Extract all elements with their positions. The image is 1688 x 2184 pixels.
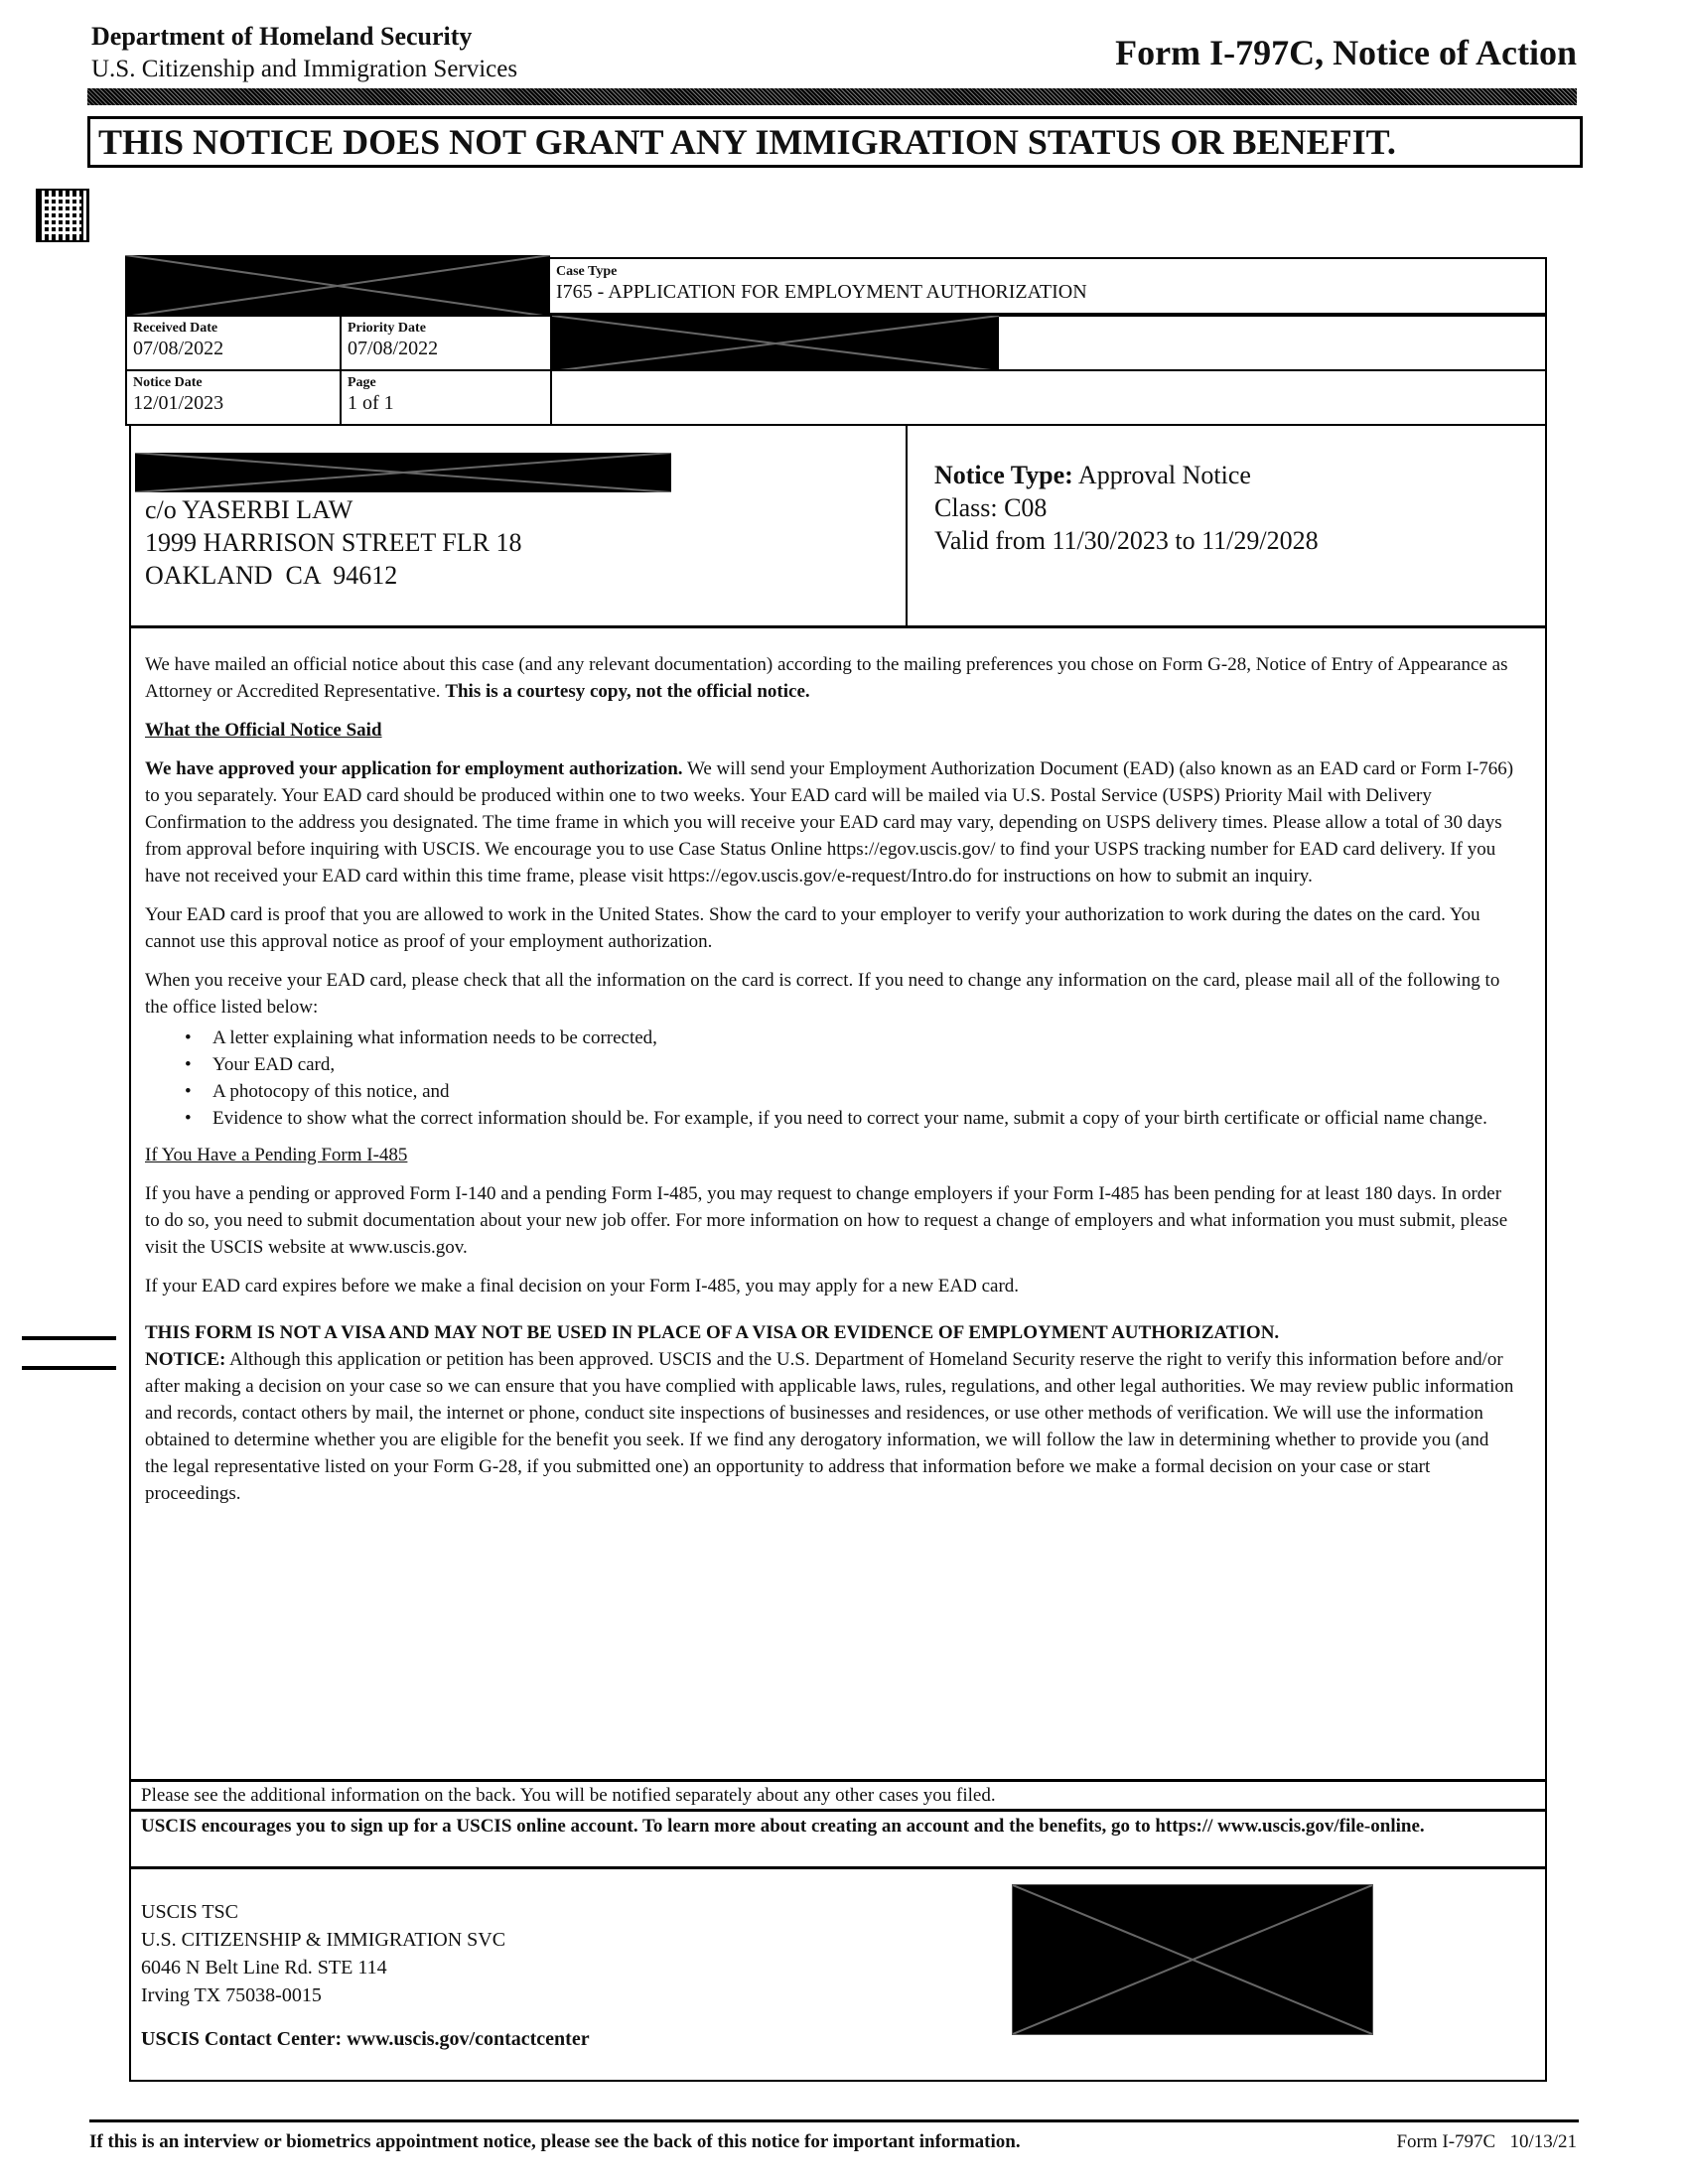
proof-paragraph: Your EAD card is proof that you are allowed to work in the United States. Show the card to your employer to verify your authorization to work during the dates on the card. You cannot use this approval notice as proof of your employment authorization. — [145, 904, 1480, 952]
address-line-1: c/o YASERBI LAW — [145, 495, 353, 524]
form-id: Form I-797C — [1396, 2131, 1496, 2152]
notice-summary — [934, 459, 1319, 557]
office-line-1: USCIS TSC — [141, 1901, 239, 1923]
2d-barcode-icon — [36, 189, 89, 242]
received-date-cell — [125, 315, 342, 371]
additional-info-top-rule — [129, 1779, 1547, 1782]
blank-cell — [550, 369, 1547, 426]
i485-paragraph: If you have a pending or approved Form I-140 and a pending Form I-485, you may request to change employers if your Form I-485 has been pending for at least 180 days. In order to do so, you need to submit documentation about your new job offer. For more information on how to request a change of employers and what information you must submit, please visit the USCIS website at www.uscis.gov. — [145, 1183, 1508, 1258]
received-date-value: 07/08/2022 — [133, 338, 224, 359]
form-edition — [1396, 2130, 1577, 2154]
status-warning-banner: THIS NOTICE DOES NOT GRANT ANY IMMIGRATION STATUS OR BENEFIT. — [87, 116, 1583, 168]
office-line-3: 6046 N Belt Line Rd. STE 114 — [141, 1957, 387, 1979]
redacted-receipt-number — [125, 255, 550, 317]
section-heading-official-notice: What the Official Notice Said — [145, 720, 382, 741]
redacted-barcode — [1012, 1884, 1373, 2035]
verification-notice: NOTICE: Although this application or petition has been approved. USCIS and the U.S. Department of Homeland Security reserve the right to verify this information before and/or after making a decision on your case so we can ensure that you have complied with applicable laws, rules, regulations, and other legal authorities. We may review public information and records, contact others by mail, the internet or phone, conduct site inspections of businesses and residences, or use other methods of verification. We will use the information obtained to determine whether you are eligible for the benefit you seek. If we find any derogatory information, we will follow the law in determining whether to provide you (and the legal representative listed on your Form G-28, if you submitted one) an opportunity to address that information before we make a formal decision on your case or start proceedings. — [145, 1349, 1514, 1504]
notice-type — [934, 459, 1319, 491]
expiry-paragraph: If your EAD card expires before we make a final decision on your Form I-485, you may apply for a new EAD card. — [145, 1276, 1020, 1297]
agency-name: U.S. Citizenship and Immigration Services — [91, 56, 518, 82]
additional-info-text: Please see the additional information on the back. You will be notified separately about any other cases you filed. — [141, 1785, 996, 1806]
redacted-beneficiary — [552, 316, 999, 371]
notice-class: Class: C08 — [934, 493, 1048, 522]
address-line-2: 1999 HARRISON STREET FLR 18 — [145, 528, 522, 557]
address-row-bottom-rule — [129, 625, 1547, 628]
mailing-address — [145, 493, 521, 592]
redacted-applicant-name — [135, 453, 671, 492]
margin-mark — [22, 1336, 116, 1340]
list-item: • Evidence to show what the correct information should be. For example, if you need to correct your name, submit a copy of your birth certificate or official name change. — [185, 1105, 1515, 1132]
online-account-text: USCIS encourages you to sign up for a USCIS online account. To learn more about creating an account and the benefits, go to https:// www.uscis.gov/file-online. — [141, 1816, 1425, 1837]
notice-type-label: Notice Type: — [934, 461, 1073, 489]
notice-date-value: 12/01/2023 — [133, 392, 224, 414]
priority-date-cell — [340, 315, 552, 371]
notice-date-label: Notice Date — [133, 375, 203, 390]
visa-warning: THIS FORM IS NOT A VISA AND MAY NOT BE USED IN PLACE OF A VISA OR EVIDENCE OF EMPLOYMENT AUTHORIZATION. — [145, 1322, 1280, 1343]
section-heading-i485: If You Have a Pending Form I-485 — [145, 1145, 408, 1165]
case-type-cell — [548, 257, 1547, 315]
page-footer-note: If this is an interview or biometrics appointment notice, please see the back of this notice for important information. — [89, 2131, 1021, 2152]
priority-date-label: Priority Date — [348, 321, 426, 336]
case-type-value: I765 - APPLICATION FOR EMPLOYMENT AUTHORIZATION — [556, 281, 1087, 303]
office-address — [141, 1898, 505, 2009]
notice-body — [145, 651, 1515, 1519]
header-divider-bar — [87, 88, 1577, 105]
validity-period: Valid from 11/30/2023 to 11/29/2028 — [934, 526, 1319, 555]
page-label: Page — [348, 375, 376, 390]
received-date-label: Received Date — [133, 321, 218, 336]
form-date: 10/13/21 — [1509, 2131, 1577, 2152]
page-cell — [340, 369, 552, 426]
page-footer-rule — [89, 2119, 1579, 2122]
notice-type-value: Approval Notice — [1077, 461, 1251, 489]
office-line-4: Irving TX 75038-0015 — [141, 1984, 322, 2006]
online-account-top-rule — [129, 1809, 1547, 1812]
correction-list — [185, 1024, 1515, 1132]
margin-mark — [22, 1366, 116, 1370]
form-title: Form I-797C, Notice of Action — [1115, 33, 1577, 72]
department-name: Department of Homeland Security — [91, 22, 473, 51]
list-item: • A photocopy of this notice, and — [185, 1078, 1515, 1105]
list-item: • Your EAD card, — [185, 1051, 1515, 1078]
contact-center: USCIS Contact Center: www.uscis.gov/contactcenter — [141, 2028, 590, 2050]
address-line-3: OAKLAND CA 94612 — [145, 561, 398, 590]
notice-date-cell — [125, 369, 342, 426]
priority-date-value: 07/08/2022 — [348, 338, 439, 359]
intro-paragraph: We have mailed an official notice about this case (and any relevant documentation) according to the mailing preferences you chose on Form G-28, Notice of Entry of Appearance as Attorney or Accredited Representative. This is a courtesy copy, not the official notice. — [145, 654, 1508, 702]
office-line-2: U.S. CITIZENSHIP & IMMIGRATION SVC — [141, 1929, 506, 1951]
office-top-rule — [129, 1866, 1547, 1869]
correction-paragraph: When you receive your EAD card, please check that all the information on the card is correct. If you need to change any information on the card, please mail all of the following to the office listed below: — [145, 970, 1500, 1018]
approval-paragraph: We have approved your application for employment authorization. We will send your Employment Authorization Document (EAD) (also known as an EAD card or Form I-766) to you separately. Your EAD card should be produced within one to two weeks. Your EAD card will be mailed via U.S. Postal Service (USPS) Priority Mail with Delivery Confirmation to the address you designated. The time frame in which you will receive your EAD card may vary, depending on USPS delivery times. Please allow a total of 30 days from approval before inquiring with USCIS. We encourage you to use Case Status Online https://egov.uscis.gov/ to find your USPS tracking number for EAD card delivery. If you have not received your EAD card within this time frame, please visit https://egov.uscis.gov/e-request/Intro.do for instructions on how to submit an inquiry. — [145, 758, 1514, 887]
address-notice-divider — [906, 426, 908, 627]
case-type-label: Case Type — [556, 264, 618, 279]
page-value: 1 of 1 — [348, 392, 394, 414]
list-item: • A letter explaining what information needs to be corrected, — [185, 1024, 1515, 1051]
